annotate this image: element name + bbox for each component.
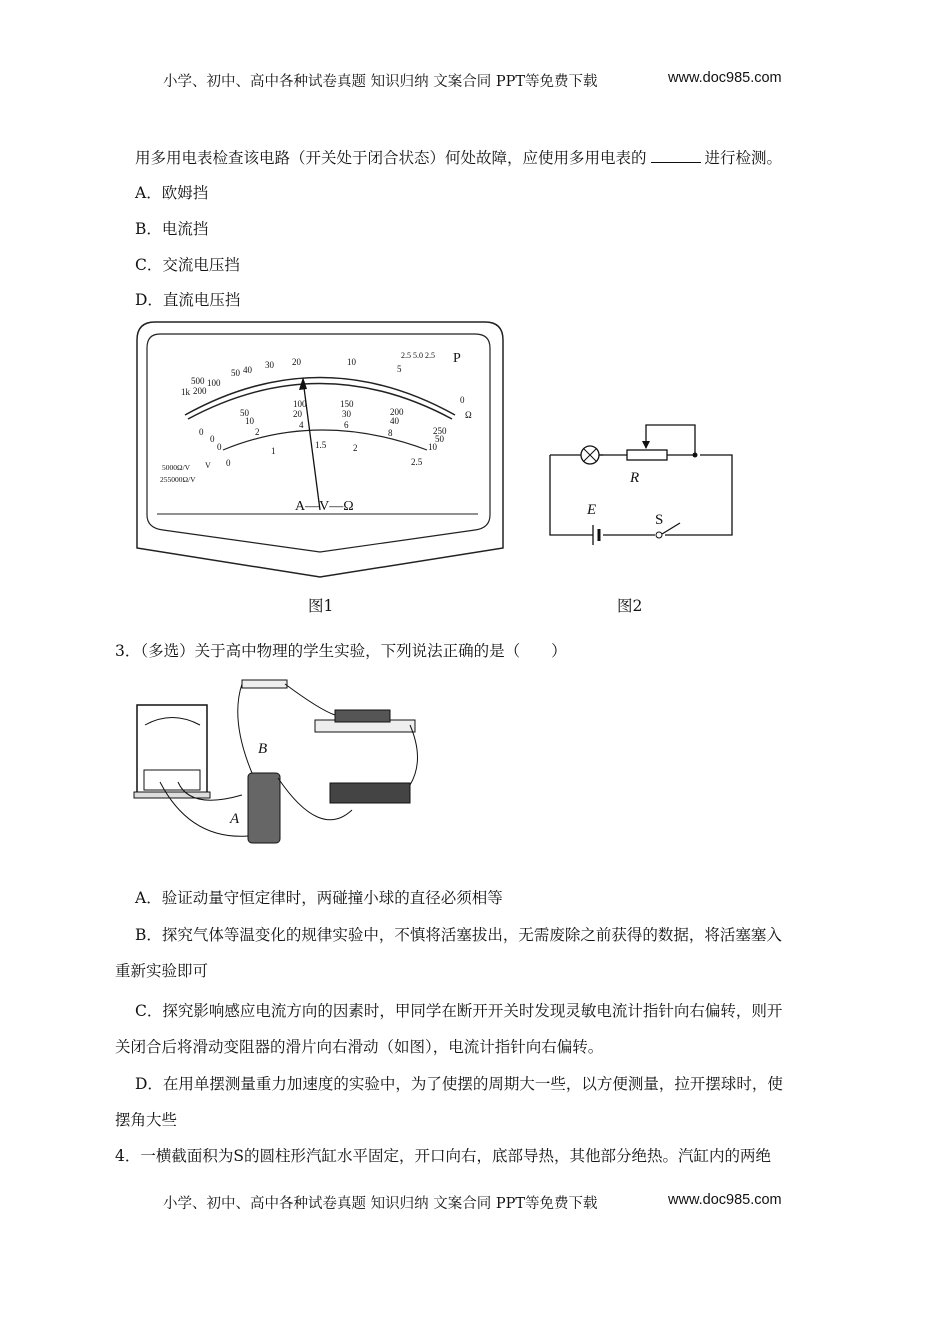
tick: 0 <box>217 442 222 452</box>
rheostat <box>330 783 410 803</box>
tick: 40 <box>243 365 252 375</box>
q3-option-c-cont: 关闭合后将滑动变阻器的滑片向右滑动（如图），电流计指针向右偏转。 <box>115 1038 604 1056</box>
coil-a <box>248 773 280 843</box>
tick: 20 <box>292 357 301 367</box>
tick: 200 <box>193 386 207 396</box>
q3-stem: 3．（多选）关于高中物理的学生实验，下列说法正确的是（ ） <box>115 642 567 660</box>
tick: 100 <box>207 378 221 388</box>
label-r: R <box>630 470 640 486</box>
stem-before: 用多用电表检查该电路（开关处于闭合状态）何处故障，应使用多用电表的 <box>135 149 647 167</box>
tick: 5 <box>397 364 402 374</box>
q3-option-d-cont: 摆角大些 <box>115 1111 178 1129</box>
tick: 6 <box>344 420 349 430</box>
v-symbol: V <box>205 461 211 470</box>
meter-label: A—V—Ω <box>295 499 354 514</box>
tick: 100 <box>293 399 307 409</box>
tick: 50 <box>231 368 240 378</box>
range-marks: 2.5 5.0 2.5 <box>401 351 435 360</box>
tick: 150 <box>340 399 354 409</box>
tick: 500 <box>191 376 205 386</box>
q3-option-d: D．在用单摆测量重力加速度的实验中，为了使摆的周期大一些，以方便测量，拉开摆球时，使 <box>135 1075 783 1093</box>
tick: 4 <box>299 420 304 430</box>
tick: 1 <box>271 446 276 456</box>
label-a: A <box>230 811 240 827</box>
q2-option-d: D．直流电压挡 <box>135 291 241 309</box>
multimeter-figure <box>135 320 507 580</box>
label-s: S <box>655 512 664 528</box>
tick: 0 <box>199 427 204 437</box>
spec-1: 5000Ω/V <box>162 463 191 472</box>
fig2-caption: 图2 <box>617 597 643 615</box>
footer-text: 小学、初中、高中各种试卷真题 知识归纳 文案合同 PPT等免费下载 <box>163 1196 598 1212</box>
answer-blank <box>651 148 701 163</box>
q3-option-c: C．探究影响感应电流方向的因素时，甲同学在断开开关时发现灵敏电流计指针向右偏转，则开 <box>135 1002 783 1020</box>
tick: 1.5 <box>315 440 327 450</box>
tick: 2 <box>353 443 358 453</box>
tick: 10 <box>245 416 254 426</box>
switch-board <box>242 680 287 688</box>
q2-stem <box>135 146 782 168</box>
fig1-caption: 图1 <box>308 597 334 615</box>
q2-option-c: C．交流电压挡 <box>135 256 240 274</box>
tick: 2 <box>255 427 260 437</box>
stem-after: 进行检测。 <box>704 149 783 167</box>
label-b: B <box>258 741 268 757</box>
q2-option-b: B．电流挡 <box>135 220 209 238</box>
spec-2: 255000Ω/V <box>160 475 196 484</box>
header-text: 小学、初中、高中各种试卷真题 知识归纳 文案合同 PPT等免费下载 <box>163 74 598 90</box>
switch <box>662 523 680 534</box>
q2-option-a: A．欧姆挡 <box>135 184 209 202</box>
galvanometer <box>137 705 207 795</box>
p-mark: P <box>453 351 461 366</box>
tick: 1k <box>181 387 190 397</box>
tick: 50 <box>435 434 444 444</box>
footer-link[interactable]: www.doc985.com <box>668 1192 782 1208</box>
tick: 250 <box>433 426 447 436</box>
tick: 50 <box>240 408 249 418</box>
tick: 2.5 <box>411 457 423 467</box>
tick: 40 <box>390 416 399 426</box>
q3-option-b-cont: 重新实验即可 <box>115 962 209 980</box>
label-e: E <box>587 502 597 518</box>
q3-option-a: A．验证动量守恒定律时，两碰撞小球的直径必须相等 <box>135 889 503 907</box>
tick: 200 <box>390 407 404 417</box>
q4-stem: 4．一横截面积为S的圆柱形汽缸水平固定，开口向右，底部导热，其他部分绝热。汽缸内的两绝 <box>115 1147 771 1165</box>
circuit-diagram <box>545 410 740 545</box>
induction-apparatus-figure <box>130 670 450 850</box>
tick: 0 <box>226 458 231 468</box>
tick: 8 <box>388 428 393 438</box>
header-link[interactable]: www.doc985.com <box>668 70 782 86</box>
rheostat <box>627 450 667 460</box>
tick: 30 <box>342 409 351 419</box>
tick: 0 <box>210 434 215 444</box>
tick: 10 <box>347 357 356 367</box>
tick: 0 <box>460 395 465 405</box>
tick: 20 <box>293 409 302 419</box>
q3-option-b: B．探究气体等温变化的规律实验中，不慎将活塞拔出，无需废除之前获得的数据，将活塞塞入 <box>135 926 782 944</box>
tick: 30 <box>265 360 274 370</box>
ohm-symbol: Ω <box>465 410 472 420</box>
tick: 10 <box>428 442 437 452</box>
